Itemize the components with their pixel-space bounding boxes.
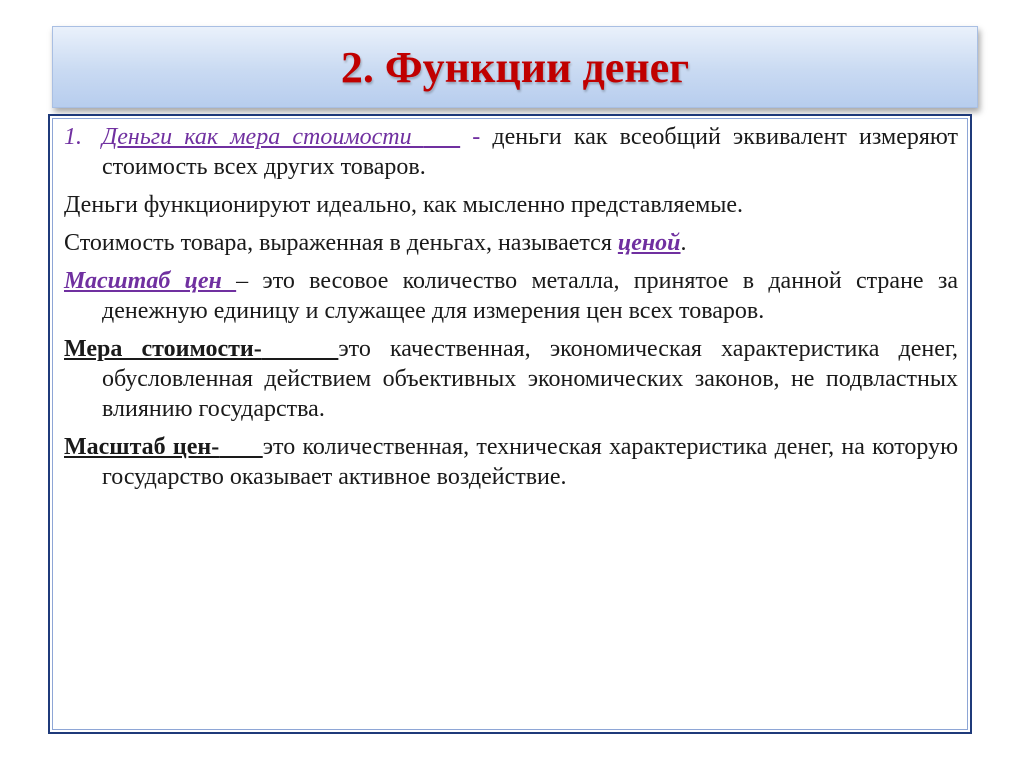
term-price-scale-bold: Масштаб цен- [64,434,220,460]
paragraph-end: . [680,230,687,256]
content-frame [48,114,972,734]
paragraph-money-measure-of-value [64,122,958,182]
paragraph-text: Стоимость товара, выраженная в деньгах, называется [64,230,618,256]
paragraph-price-scale [64,266,958,326]
slide-title: 2. Функции денег [340,42,690,92]
term-measure-of-value: Мера стоимости- [64,336,262,362]
term-price-scale: Масштаб цен [64,268,237,294]
definition-text: деньги как всеобщий эквивалент измеряют стоимость всех других товаров. [102,124,959,180]
paragraph-price-scale-quantity [64,432,958,492]
title-banner [52,26,978,108]
term-money-measure: Деньги как мера стоимости [102,124,424,150]
paragraph-text: Деньги функционируют идеально, как мысленно представляемые. [64,192,744,218]
paragraph-measure-of-value-quality [64,334,958,424]
term-dash: - [460,124,493,150]
list-number: 1. [64,124,82,150]
paragraph-price-definition [64,228,958,258]
definition-text: – это весовое количество металла, принятое в данной стране за денежную единицу и служащее для измерения цен всех товаров. [102,268,958,324]
paragraph-ideal-function [64,190,958,220]
definition-text: это количественная, техническая характеристика денег, на которую государство оказывает активное воздействие. [102,434,959,490]
term-price: ценой [617,230,681,256]
definition-text: это качественная, экономическая характеристика денег, обусловленная действием объективных экономических законов, не подвластных влиянию государства. [102,336,959,422]
